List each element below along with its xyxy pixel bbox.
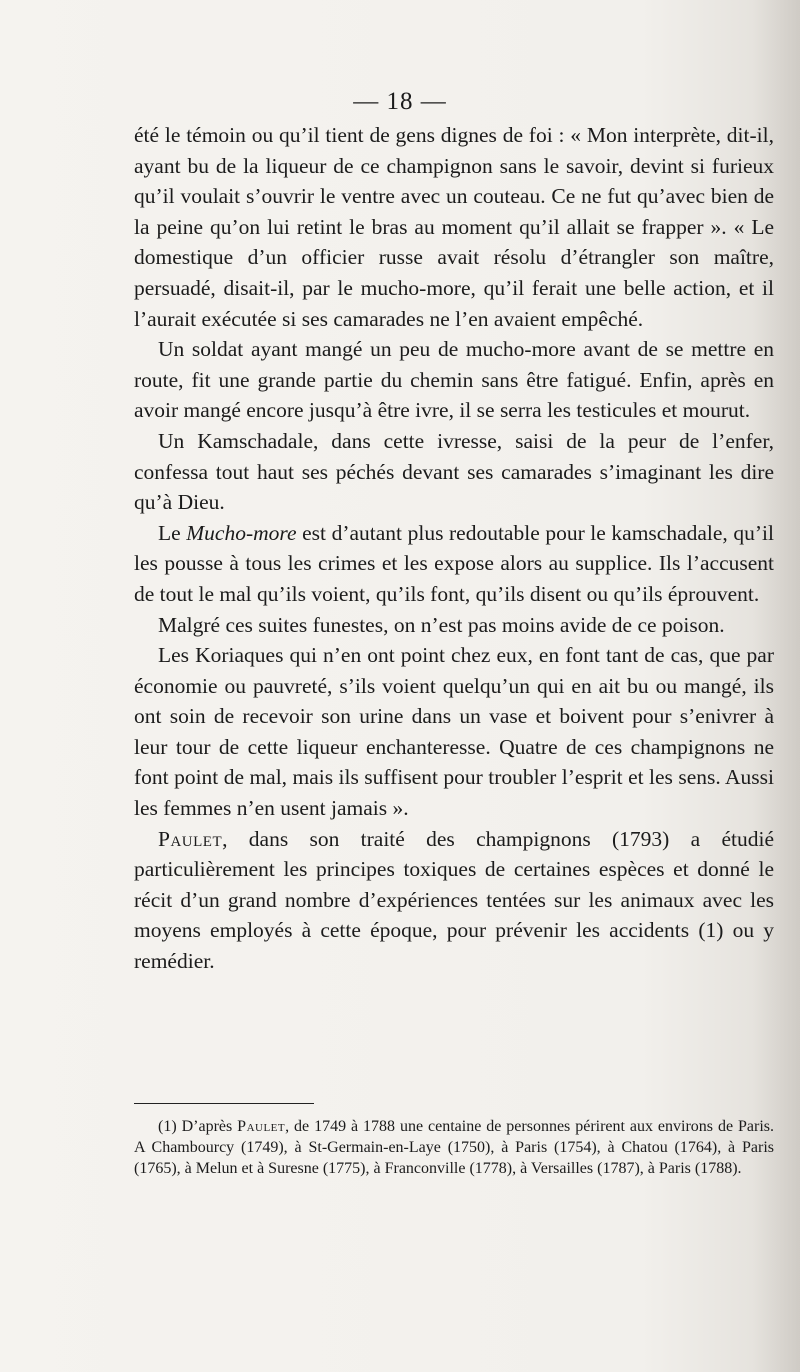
- footnote-divider: [134, 1103, 314, 1104]
- footnote-author-name: Paulet: [237, 1118, 286, 1135]
- paragraph-text: Un soldat ayant mangé un peu de mucho-more avant de se mettre en route, fit une grande partie du chemin sans être fatigué. Enfin, après en avoir mangé encore jusqu’à être ivre, il se serra les testicules et mourut.: [134, 337, 774, 423]
- body-text: [134, 120, 774, 977]
- paragraph-5: [134, 610, 774, 641]
- page-number: — 18 —: [353, 88, 447, 115]
- footnote-text-block: [134, 1116, 774, 1179]
- paragraph-text: Un Kamschadale, dans cette ivresse, saisi de la peur de l’enfer, confessa tout haut ses péchés devant ses camarades s’imaginant les dire qu’à Dieu.: [134, 428, 774, 515]
- footnote-lead: (1) D’après: [158, 1118, 238, 1135]
- italic-term: Mucho-more: [186, 520, 297, 545]
- paragraph-2: [134, 334, 774, 426]
- paragraph-text: est d’autant plus redoutable pour le kamschadale, qu’il les pousse à tous les crimes et les expose alors au supplice. Ils l’accusent de tout le mal qu’ils voient, qu’ils font, qu’ils disent ou qu’ils éprouvent.: [134, 520, 774, 606]
- paragraph-text: Malgré ces suites funestes, on n’est pas moins avide de ce poison.: [158, 612, 725, 637]
- author-name: Paulet: [158, 826, 223, 851]
- footnote-text: , de 1749 à 1788 une centaine de personnes périrent aux environs de Paris. A Chambourcy (1749), à St-Germain-en-Laye (1750), à Paris (1754), à Chatou (1764), à Paris (1765), à Melun et à Suresne (1775), à Franconville (1778), à Versailles (1787), à Paris (1788).: [134, 1118, 775, 1177]
- paragraph-6: [134, 640, 774, 824]
- paragraph-lead: Le: [158, 520, 187, 545]
- paragraph-text: été le témoin ou qu’il tient de gens dignes de foi : « Mon interprète, dit-il, ayant bu de la liqueur de ce champignon sans le savoir, devint si furieux qu’il voulait s’ouvrir le ventre avec un couteau. Ce ne fut qu’avec bien de la peine qu’on lui retint le bras au moment qu’il allait se frapper ». « Le domestique d’un officier russe avait résolu d’étrangler son maître, persuadé, disait-il, par le mucho-more, qu’il ferait une belle action, et il l’aurait exécutée si ses camarades ne l’en avaient empêché.: [134, 123, 774, 331]
- paragraph-text: Les Koriaques qui n’en ont point chez eux, en font tant de cas, que par économie ou pauvreté, s’ils voient quelqu’un qui en ait bu ou mangé, ils ont soin de recevoir son urine dans un vase et boivent pour s’enivrer à leur tour de cette liqueur enchanteresse. Quatre de ces champignons ne font point de mal, mais ils suffisent pour troubler l’esprit et les sens. Aussi les femmes n’en usent jamais ».: [134, 643, 774, 821]
- paragraph-4: [134, 518, 774, 610]
- paragraph-7: [134, 824, 774, 977]
- paragraph-1: [134, 120, 774, 334]
- footnote: [134, 1116, 774, 1179]
- paragraph-text: , dans son traité des champignons (1793) a étudié particulièrement les principes toxiques de certaines espèces et donné le récit d’un grand nombre d’expériences tentées sur les animaux avec les moyens employés à cette époque, pour prévenir les accidents (1) ou y remédier.: [134, 826, 774, 974]
- paragraph-3: [134, 426, 774, 518]
